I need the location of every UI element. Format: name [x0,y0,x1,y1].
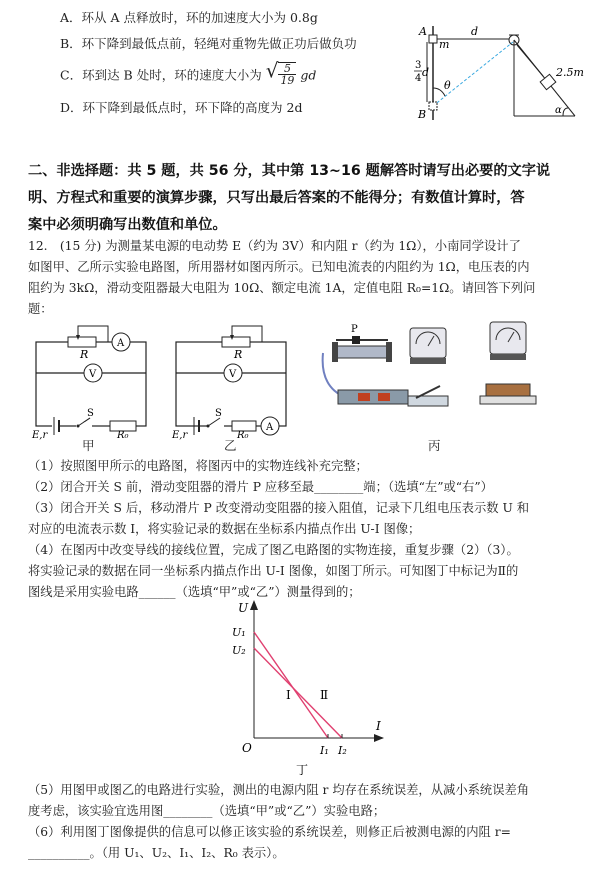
caption-bing: 丙 [428,438,441,453]
subq-4a: （4）在图丙中改变导线的接线位置，完成了图乙电路图的实物连接，重复步骤（2）（3）。 [28,543,519,557]
label-line-ii: Ⅱ [320,688,329,702]
section-line-3: 案中必须明确写出数值和单位。 [28,217,227,233]
label-m: m [439,38,450,51]
rheostat [336,346,388,358]
apparatus-bing [318,318,588,418]
line-ii [254,648,342,738]
subquestions-1-4 [28,456,580,603]
switch-device [408,396,448,406]
yi-s: S [215,408,222,419]
label-4: 4 [415,73,422,84]
yi-r: R [234,348,243,361]
subq-5a: （5）用图甲或图乙的电路进行实验，测出的电源内阻 r 均存在系统误差，从减小系统误差角 [28,783,530,797]
option-c-gd: gd [300,67,317,83]
jia-er: E,r [32,430,48,441]
label-3: 3 [415,60,422,71]
ui-graph-ding [228,598,388,776]
subq-6b: __________。（用 U₁、U₂、I₁、I₂、R₀ 表示）。 [28,846,285,860]
yi-er: E,r [172,430,188,441]
subq-4b: 将实验记录的数据在同一坐标系内描点作出 U-I 图像，如图丁所示。可知图丁中标记为Ⅱ的 [28,564,519,578]
circuit-yi [170,318,290,441]
option-b: B．环下降到最低点前，轻绳对重物先做正功后做负功 [60,36,357,51]
subq-5b: 度考虑，该实验宜选用图________（选填“甲”或“乙”）实验电路； [28,804,386,818]
label-alpha: α [555,105,562,116]
label-p: P [351,324,358,335]
battery [338,390,408,404]
jia-voltmeter: V [89,369,97,380]
q12-line-3: 阻约为 3kΩ，滑动变阻器最大电阻为 10Ω、额定电流 1A，定值电阻 R₀=1Ω。请回答下列问 [28,281,536,295]
pulley-figure [405,18,595,126]
label-a: A [419,25,427,38]
yi-ammeter: A [266,422,274,433]
tick-u2: U₂ [232,644,246,657]
label-theta: θ [444,79,451,92]
sqrt-num: 5 [278,63,296,75]
jia-ammeter: A [117,338,125,349]
subq-4c: 图线是采用实验电路______（选填“甲”或“乙”）测量得到的； [28,585,361,599]
section-line-1: 二、非选择题：共 5 题，共 56 分，其中第 13~16 题解答时请写出必要的文字说 [28,163,551,179]
label-d: d [471,25,479,38]
ammeter-device [490,322,526,354]
label-line-i: Ⅰ [286,688,291,702]
label-2-5m: 2.5m [556,66,584,79]
subq-3a: （3）闭合开关 S 后，移动滑片 P 改变滑动变阻器的接入阻值，记录下几组电压表示数 U 和 [28,501,530,515]
subq-2: （2）闭合开关 S 前，滑动变阻器的滑片 P 应移至最________端；（选填“左”或“右”） [28,480,493,494]
tick-i2: I₂ [338,744,347,757]
sqrt-den: 19 [280,74,295,87]
label-d2: d [422,66,430,79]
option-c-text: C．环到达 B 处时，环的速度大小为 [60,67,262,83]
caption-ding: 丁 [296,763,309,777]
subq-6a: （6）利用图丁图像提供的信息可以修正该实验的系统误差，则修正后被测电源的内阻 r= [28,825,511,839]
sqrt-expression: √ $\frac{5}{19}$ [265,58,295,87]
yi-voltmeter: V [229,369,237,380]
ring-a [429,35,437,43]
q12-line-2: 如图甲、乙所示实验电路图，所用器材如图丙所示。已知电流表的内阻约为 1Ω，电压表的内 [28,260,530,274]
caption-yi: 乙 [224,438,237,453]
subq-1: （1）按照图甲所示的电路图，将图丙中的实物连线补充完整； [28,459,368,473]
circuit-jia [30,318,150,441]
section-heading [28,158,588,239]
jia-r: R [80,348,89,361]
tick-u1: U₁ [232,626,246,639]
subq-3b: 对应的电流表示数 I，将实验记录的数据在坐标系内描点作出 U-I 图像； [28,522,421,536]
option-c [60,58,317,88]
jia-s: S [87,408,94,419]
jia-r0: R₀ [117,430,129,441]
q12-line-1: 12. (15 分) 为测量某电源的电动势 E（约为 3V）和内阻 r（约为 1Ω），小南同学设计了 [28,239,521,253]
q12-stem [28,236,580,320]
q12-line-4: 题： [28,302,53,316]
yi-r0: R₀ [237,430,249,441]
axis-i: I [376,719,381,733]
axis-u: U [238,601,249,615]
subquestions-5-6 [28,780,580,864]
option-d: D．环下降到最低点时，环下降的高度为 2d [60,100,303,115]
dashed-string [433,42,513,106]
option-a: A．环从 A 点释放时，环的加速度大小为 0.8g [60,10,318,25]
origin-o: O [242,741,252,755]
caption-jia: 甲 [82,438,95,453]
voltmeter-device [410,328,446,358]
section-line-2: 明、方程式和重要的演算步骤，只写出最后答案的不能得分；有数值计算时，答 [28,190,525,206]
tick-i1: I₁ [320,744,329,757]
label-b: B [418,108,427,121]
